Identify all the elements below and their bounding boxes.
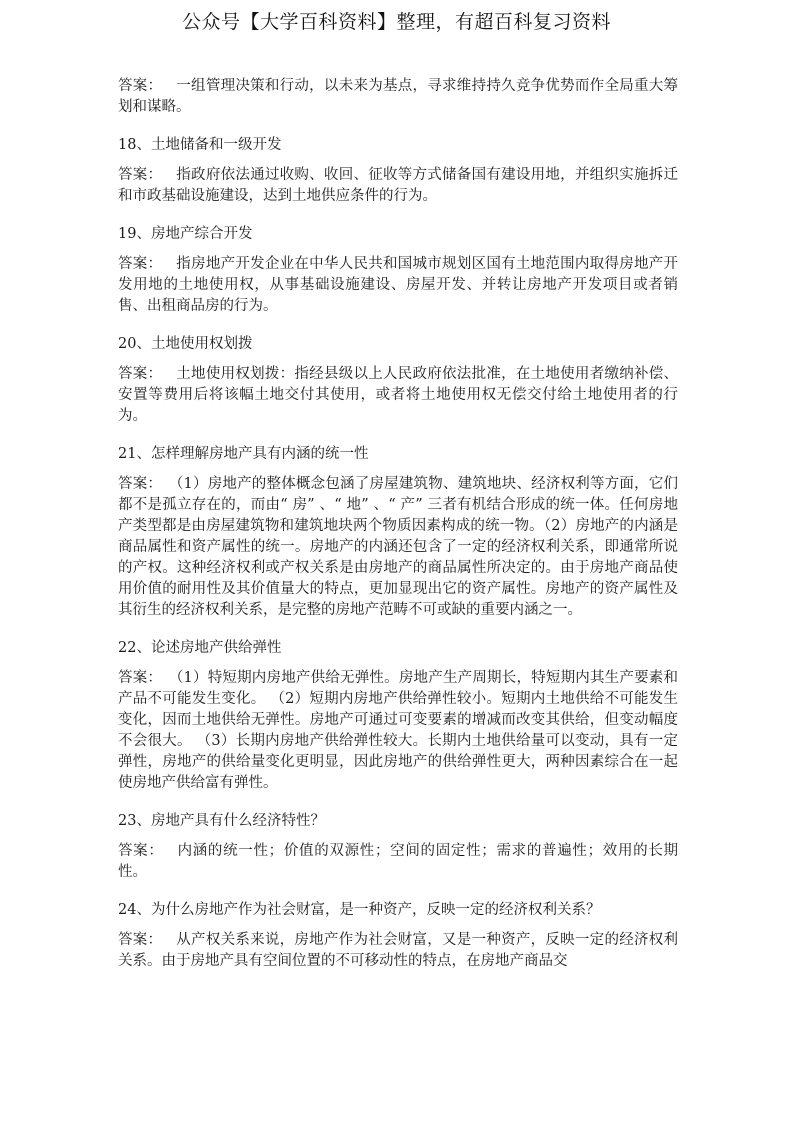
answer-paragraph	[118, 254, 678, 317]
answer-label: 答案：	[118, 256, 163, 272]
question-heading: 18、土地储备和一级开发	[118, 137, 282, 153]
answer-label: 答案：	[118, 670, 163, 686]
answer-paragraph	[118, 165, 678, 207]
answer-label: 答案：	[118, 167, 163, 183]
qa-item-24	[118, 900, 678, 972]
answer-label: 答案：	[118, 78, 163, 94]
answer-text: 指政府依法通过收购、收回、征收等方式储备国有建设用地，并组织实施拆迁和市政基础设施建设，达到土地供应条件的行为。	[118, 167, 679, 204]
answer-paragraph	[118, 668, 678, 794]
document-body	[118, 76, 678, 989]
answer-label: 答案：	[118, 843, 164, 859]
answer-text: （1）特短期内房地产供给无弹性。房地产生产周期长，特短期内其生产要素和产品不可能发生变化。 （2）短期内房地产供给弹性较小。短期内土地供给不可能发生变化，因而土地供给无弹性。房地产可通过可变要素的增减而改变其供给，但变动幅度不会很大。 （3）长期内房地产供给弹性较大。长期内土地供给量可以变动，具有一定弹性，房地产的供给量变化更明显，因此房地产的供给弹性更大，两种因素综合在一起使房地产供给富有弹性。	[118, 670, 678, 791]
answer-label: 答案：	[118, 476, 163, 492]
answer-label: 答案：	[118, 932, 163, 948]
question-heading: 19、房地产综合开发	[118, 226, 253, 242]
answer-paragraph	[118, 474, 678, 621]
answer-text: 指房地产开发企业在中华人民共和国城市规划区国有土地范围内取得房地产开发用地的土地使用权，从事基础设施建设、房屋开发、并转让房地产开发项目或者销售、出租商品房的行为。	[118, 256, 679, 314]
question-heading: 21、怎样理解房地产具有内涵的统一性	[118, 446, 369, 462]
page-header: 公众号【大学百科资料】整理，有超百科复习资料	[181, 11, 611, 33]
answer-text: 土地使用权划拨：指经县级以上人民政府依法批准，在土地使用者缴纳补偿、安置等费用后将该幅土地交付其使用，或者将土地使用权无偿交付给土地使用者的行为。	[118, 366, 679, 424]
answer-paragraph	[118, 930, 678, 972]
qa-item-23	[118, 811, 678, 883]
answer-text: 从产权关系来说，房地产作为社会财富，又是一种资产，反映一定的经济权利关系。由于房地产具有空间位置的不可移动性的特点，在房地产商品交	[118, 932, 679, 969]
question-heading: 24、为什么房地产作为社会财富，是一种资产，反映一定的经济权利关系？	[118, 902, 601, 918]
qa-item-18	[118, 135, 678, 207]
answer-paragraph	[118, 364, 678, 427]
answer-text: 一组管理决策和行动，以未来为基点，寻求维持持久竞争优势而作全局重大筹划和谋略。	[118, 78, 679, 115]
question-heading: 22、论述房地产供给弹性	[118, 640, 282, 656]
question-heading: 20、土地使用权划拨	[118, 336, 253, 352]
qa-item-21	[118, 444, 678, 621]
qa-item-20	[118, 334, 678, 427]
answer-text: 内涵的统一性；价值的双源性；空间的固定性；需求的普遍性；效用的长期性。	[118, 843, 679, 880]
answer-label: 答案：	[118, 366, 163, 382]
answer-text: （1）房地产的整体概念包涵了房屋建筑物、建筑地块、经济权利等方面，它们都不是孤立存在的，而由“ 房” 、“ 地” 、“ 产” 三者有机结合形成的统一体。任何房地产类型都是由房屋建筑物和建筑地块两个物质因素构成的统一物。（2）房地产的内涵是商品属性和资产属性的统一。房地产的内涵还包含了一定的经济权利关系，即通常所说的产权。这种经济权利或产权关系是由房地产的商品属性所决定的。由于房地产商品使用价值的耐用性及其价值量大的特点，更加显现出它的资产属性。房地产的资产属性及其衍生的经济权利关系，是完整的房地产范畴不可或缺的重要内涵之一。	[118, 476, 678, 618]
answer-paragraph	[118, 841, 678, 883]
intro-answer	[118, 76, 678, 118]
qa-item-19	[118, 224, 678, 317]
question-heading: 23、房地产具有什么经济特性？	[118, 813, 325, 829]
qa-item-22	[118, 638, 678, 794]
